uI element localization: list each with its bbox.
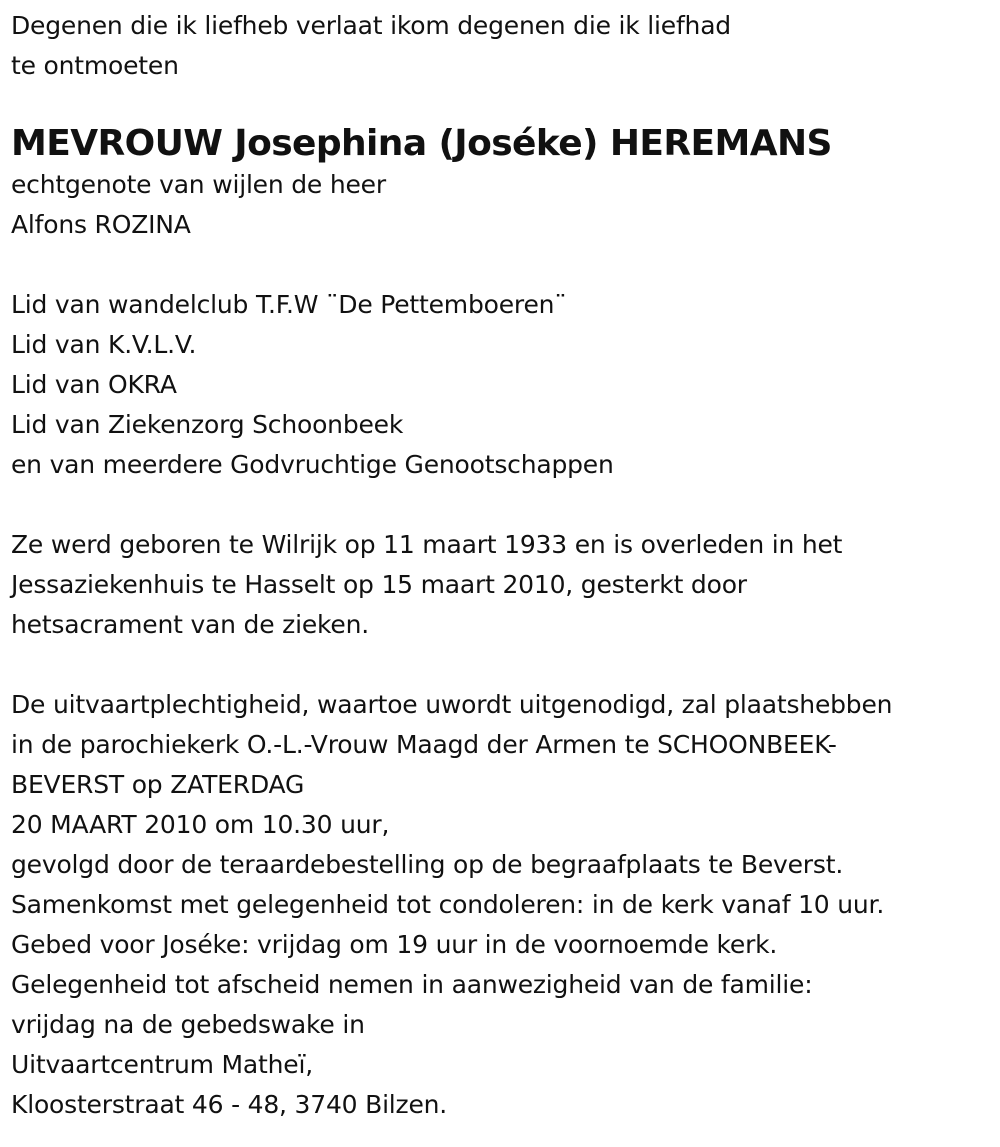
funeral-line: Uitvaartcentrum Matheï,: [11, 1050, 313, 1079]
memberships-section: [11, 285, 986, 485]
birth-death-line: Ze werd geboren te Wilrijk op 11 maart 1933 en is overleden in het: [11, 530, 843, 559]
funeral-line: Kloosterstraat 46 - 48, 3740 Bilzen.: [11, 1090, 448, 1119]
membership-line: Lid van Ziekenzorg Schoonbeek: [11, 410, 404, 439]
motto-line: te ontmoeten: [11, 51, 179, 80]
birth-death-line: Jessaziekenhuis te Hasselt op 15 maart 2010, gesterkt door: [11, 570, 747, 599]
membership-line: Lid van K.V.L.V.: [11, 330, 197, 359]
spouse-line: echtgenote van wijlen de heer: [11, 170, 386, 199]
funeral-line: Samenkomst met gelegenheid tot condoleren: in de kerk vanaf 10 uur.: [11, 890, 885, 919]
membership-line: en van meerdere Godvruchtige Genootschappen: [11, 450, 614, 479]
deceased-name-heading: MEVROUW Josephina (Joséke) HEREMANS: [11, 123, 832, 164]
birth-death-section: [11, 525, 986, 645]
paragraph-spacer: [11, 645, 986, 685]
obituary-document: [11, 6, 986, 1125]
funeral-line: gevolgd door de teraardebestelling op de begraafplaats te Beverst.: [11, 850, 844, 879]
funeral-line: Gelegenheid tot afscheid nemen in aanwezigheid van de familie:: [11, 970, 813, 999]
paragraph-spacer: [11, 245, 986, 285]
funeral-section: [11, 685, 986, 1125]
birth-death-line: hetsacrament van de zieken.: [11, 610, 369, 639]
funeral-line: in de parochiekerk O.-L.-Vrouw Maagd der Armen te SCHOONBEEK-: [11, 730, 837, 759]
funeral-line: Gebed voor Joséke: vrijdag om 19 uur in de voornoemde kerk.: [11, 930, 778, 959]
spouse-section: [11, 165, 986, 245]
funeral-line: vrijdag na de gebedswake in: [11, 1010, 365, 1039]
spouse-line: Alfons ROZINA: [11, 210, 191, 239]
paragraph-spacer: [11, 485, 986, 525]
membership-line: Lid van OKRA: [11, 370, 177, 399]
funeral-line: 20 MAART 2010 om 10.30 uur,: [11, 810, 390, 839]
motto-line: Degenen die ik liefheb verlaat ikom degenen die ik liefhad: [11, 11, 731, 40]
membership-line: Lid van wandelclub T.F.W ¨De Pettemboeren¨: [11, 290, 567, 319]
funeral-line: De uitvaartplechtigheid, waartoe uwordt uitgenodigd, zal plaatshebben: [11, 690, 893, 719]
motto-section: [11, 6, 986, 86]
funeral-line: BEVERST op ZATERDAG: [11, 770, 305, 799]
